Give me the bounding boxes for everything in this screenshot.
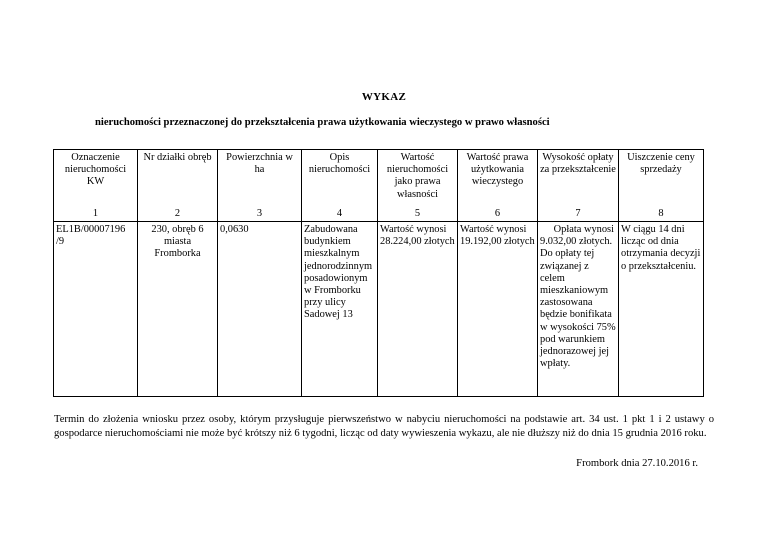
header-cell-uiszczenie: Uiszczenie ceny sprzedaży bbox=[619, 150, 704, 206]
header-cell-wartosc-wlasnosci: Wartość nieruchomości jako prawa własności bbox=[378, 150, 458, 206]
table-number-row bbox=[54, 205, 704, 222]
table-row bbox=[54, 222, 704, 397]
header-cell-opis: Opis nieruchomości bbox=[302, 150, 378, 206]
cell-oplata bbox=[538, 222, 619, 397]
place-date: Frombork dnia 27.10.2016 r. bbox=[576, 458, 698, 469]
table-header-row bbox=[54, 150, 704, 206]
footer-note: Termin do złożenia wniosku przez osoby, którym przysługuje pierwszeństwo w nabyciu nieruchomości na podstawie art. 34 ust. 1 pkt 1 i 2 ustawy o gospodarce nieruchomościami nie może być krótszy niż 6 tygodni, licząc od daty wywieszenia wykazu, ale nie dłuższy niż do dnia 15 grudnia 2016 roku. bbox=[54, 414, 714, 440]
column-number: 8 bbox=[619, 205, 704, 222]
oplata-label: Opłata wynosi bbox=[553, 224, 614, 235]
header-cell-oplata: Wysokość opłaty za przekształcenie bbox=[538, 150, 619, 206]
cell-wartosc-uzytkowania: Wartość wynosi 19.192,00 złotych bbox=[458, 222, 538, 397]
column-number: 5 bbox=[378, 205, 458, 222]
column-number: 3 bbox=[218, 205, 302, 222]
column-number: 4 bbox=[302, 205, 378, 222]
header-cell-kw: Oznaczenie nieruchomości KW bbox=[54, 150, 138, 206]
column-number: 1 bbox=[54, 205, 138, 222]
column-number: 6 bbox=[458, 205, 538, 222]
header-cell-powierzchnia: Powierzchnia w ha bbox=[218, 150, 302, 206]
cell-kw: EL1B/00007196 /9 bbox=[54, 222, 138, 397]
oplata-text: 9.032,00 złotych. Do opłaty tej związanej z celem mieszkaniowym zastosowana będzie bonifikata w wysokości 75% pod warunkiem jednorazowej jej wpłaty. bbox=[540, 236, 616, 370]
cell-uiszczenie: W ciągu 14 dni licząc od dnia otrzymania decyzji o przekształceniu. bbox=[619, 222, 704, 397]
header-cell-wartosc-uzytkowania: Wartość prawa użytkowania wieczystego bbox=[458, 150, 538, 206]
column-number: 2 bbox=[138, 205, 218, 222]
cell-dzialka: 230, obręb 6 miasta Fromborka bbox=[138, 222, 218, 397]
header-cell-dzialka: Nr działki obręb bbox=[138, 150, 218, 206]
cell-wartosc-wlasnosci: Wartość wynosi 28.224,00 złotych bbox=[378, 222, 458, 397]
property-table bbox=[53, 149, 704, 397]
document-subtitle: nieruchomości przeznaczonej do przekształcenia prawa użytkowania wieczystego w prawo własności bbox=[95, 117, 550, 128]
cell-powierzchnia: 0,0630 bbox=[218, 222, 302, 397]
column-number: 7 bbox=[538, 205, 619, 222]
document-title: WYKAZ bbox=[361, 91, 407, 103]
cell-opis: Zabudowana budynkiem mieszkalnym jednorodzinnym posadowionym w Fromborku przy ulicy Sadowej 13 bbox=[302, 222, 378, 397]
